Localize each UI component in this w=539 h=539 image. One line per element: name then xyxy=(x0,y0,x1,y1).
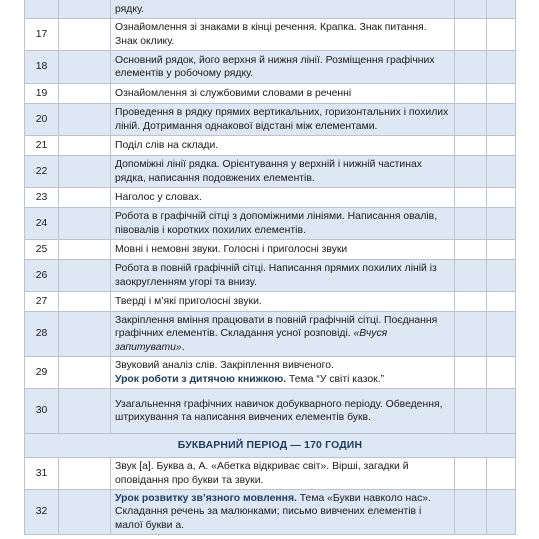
table-row xyxy=(25,357,516,389)
lesson-number: 19 xyxy=(25,84,59,104)
table-row xyxy=(25,188,516,208)
empty-cell xyxy=(455,240,487,260)
topic-theme: Тема «Букви навколо нас». Складання речень за малюнками; письмо вивчених елементів і малої букви а. xyxy=(115,492,431,531)
empty-cell xyxy=(455,312,487,357)
empty-cell xyxy=(59,104,111,136)
empty-cell xyxy=(487,389,516,434)
table-row xyxy=(25,240,516,260)
lesson-topic: Звук [а]. Буква а, А. «Абетка відкриває світ». Вірші, загадки й оповідання про букви та звуки. xyxy=(111,458,455,490)
empty-cell xyxy=(455,19,487,51)
empty-cell xyxy=(487,312,516,357)
empty-cell xyxy=(59,51,111,84)
table-row xyxy=(25,312,516,357)
empty-cell xyxy=(455,357,487,389)
section-title: БУКВАРНИЙ ПЕРІОД — 170 ГОДИН xyxy=(25,434,516,458)
lesson-topic: Наголос у словах. xyxy=(111,188,455,208)
lesson-topic: Тверді і м’які приголосні звуки. xyxy=(111,292,455,312)
topic-theme: Тема “У світі казок.” xyxy=(286,373,385,385)
empty-cell xyxy=(487,490,516,535)
lesson-topic: Ознайомлення зі знаками в кінці речення. Крапка. Знак питання. Знак оклику. xyxy=(111,19,455,51)
empty-cell xyxy=(487,458,516,490)
empty-cell xyxy=(59,240,111,260)
empty-cell xyxy=(487,84,516,104)
empty-cell xyxy=(455,104,487,136)
empty-cell xyxy=(59,156,111,188)
empty-cell xyxy=(487,104,516,136)
empty-cell xyxy=(455,136,487,156)
lesson-topic xyxy=(111,357,455,389)
lesson-number: 21 xyxy=(25,136,59,156)
empty-cell xyxy=(487,156,516,188)
empty-cell xyxy=(487,188,516,208)
table-row xyxy=(25,84,516,104)
lesson-topic: Робота в графічній сітці з допоміжними лініями. Написання овалів, півовалів і коротких похилих елементів. xyxy=(111,208,455,240)
empty-cell xyxy=(59,136,111,156)
empty-cell xyxy=(455,156,487,188)
empty-cell xyxy=(455,490,487,535)
empty-cell xyxy=(455,84,487,104)
empty-cell xyxy=(455,51,487,84)
empty-cell xyxy=(455,188,487,208)
lesson-number: 29 xyxy=(25,357,59,389)
empty-cell xyxy=(455,292,487,312)
table-row xyxy=(25,389,516,434)
lesson-topic: Узагальнення графічних навичок добукварного періоду. Обведення, штрихування та написання вивчених елементів букв. xyxy=(111,389,455,434)
empty-cell xyxy=(59,389,111,434)
lesson-topic: Робота в повній графічній сітці. Написання прямих похилих ліній із заокругленням угорі та внизу. xyxy=(111,260,455,292)
table-row xyxy=(25,0,516,19)
lesson-number: 22 xyxy=(25,156,59,188)
lesson-number: 25 xyxy=(25,240,59,260)
table-row xyxy=(25,208,516,240)
empty-cell xyxy=(487,136,516,156)
empty-cell xyxy=(487,19,516,51)
lesson-plan-table xyxy=(24,0,516,535)
table-row xyxy=(25,51,516,84)
lesson-number: 20 xyxy=(25,104,59,136)
lesson-topic: Основний рядок, його верхня й нижня лінії. Розміщення графічних елементів у робочому рядку. xyxy=(111,51,455,84)
lesson-topic: Закріплення вміння працювати в повній графічній сітці. Поєднання графічних елементів. Складання усної розповіді. «Вчуся запитувати». xyxy=(111,312,455,357)
empty-cell xyxy=(59,490,111,535)
table-row xyxy=(25,260,516,292)
lesson-topic: Ознайомлення зі службовими словами в реченні xyxy=(111,84,455,104)
topic-main: Звуковий аналіз слів. Закріплення вивченого. xyxy=(115,360,334,372)
empty-cell xyxy=(487,240,516,260)
topic-lesson-type: Урок роботи з дитячою книжкою. xyxy=(115,373,287,385)
lesson-number: 24 xyxy=(25,208,59,240)
lesson-number: 27 xyxy=(25,292,59,312)
lesson-number: 26 xyxy=(25,260,59,292)
empty-cell xyxy=(59,312,111,357)
lesson-number: 32 xyxy=(25,490,59,535)
empty-cell xyxy=(59,458,111,490)
empty-cell xyxy=(455,208,487,240)
empty-cell xyxy=(487,208,516,240)
empty-cell xyxy=(487,292,516,312)
table-row xyxy=(25,292,516,312)
empty-cell xyxy=(59,0,111,19)
table-row xyxy=(25,458,516,490)
empty-cell xyxy=(455,389,487,434)
lesson-number xyxy=(25,0,59,19)
empty-cell xyxy=(59,357,111,389)
table-row xyxy=(25,136,516,156)
lesson-topic: Допоміжні лінії рядка. Орієнтування у верхній і нижній частинах рядка, написання подовжених елементів. xyxy=(111,156,455,188)
empty-cell xyxy=(59,188,111,208)
topic-lesson-type: Урок розвитку зв’язного мовлення. xyxy=(115,492,297,504)
empty-cell xyxy=(455,0,487,19)
empty-cell xyxy=(59,260,111,292)
empty-cell xyxy=(487,260,516,292)
topic-quote: «Вчуся запитувати» xyxy=(115,328,388,353)
lesson-number: 18 xyxy=(25,51,59,84)
empty-cell xyxy=(455,458,487,490)
empty-cell xyxy=(487,0,516,19)
lesson-number: 23 xyxy=(25,188,59,208)
empty-cell xyxy=(59,84,111,104)
lesson-number: 17 xyxy=(25,19,59,51)
lesson-topic: Мовні і немовні звуки. Голосні і приголосні звуки xyxy=(111,240,455,260)
lesson-number: 28 xyxy=(25,312,59,357)
empty-cell xyxy=(59,292,111,312)
table-row xyxy=(25,490,516,535)
lesson-number: 31 xyxy=(25,458,59,490)
empty-cell xyxy=(455,260,487,292)
empty-cell xyxy=(487,357,516,389)
lesson-topic: Поділ слів на склади. xyxy=(111,136,455,156)
table-row xyxy=(25,156,516,188)
table-row xyxy=(25,104,516,136)
lesson-topic xyxy=(111,490,455,535)
table-row xyxy=(25,19,516,51)
section-header-row xyxy=(25,434,516,458)
lesson-number: 30 xyxy=(25,389,59,434)
empty-cell xyxy=(59,208,111,240)
empty-cell xyxy=(59,19,111,51)
empty-cell xyxy=(487,51,516,84)
lesson-topic: рядку. xyxy=(111,0,455,19)
lesson-topic: Проведення в рядку прямих вертикальних, горизонтальних і похилих ліній. Дотримання однакової відстані між елементами. xyxy=(111,104,455,136)
